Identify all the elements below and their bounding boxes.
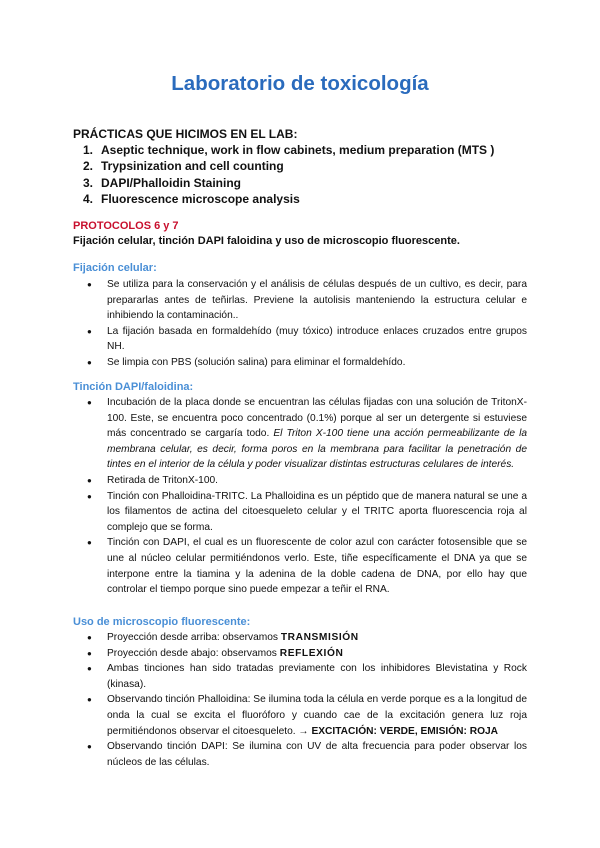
practica-text: Aseptic technique, work in flow cabinets, medium preparation (MTS ) <box>101 143 495 157</box>
microscopio-item <box>87 646 527 662</box>
microscopio-item-bold: EXCITACIÓN: VERDE, EMISIÓN: ROJA <box>311 725 499 737</box>
microscopio-item-text: Proyección desde abajo: observamos <box>107 647 280 659</box>
practica-number: 4. <box>82 191 93 206</box>
microscopio-item <box>87 692 527 739</box>
microscopio-item-text: Proyección desde arriba: observamos <box>107 632 281 643</box>
fijacion-item: ● Se limpia con PBS (solución salina) para eliminar el formaldehído. <box>87 355 527 371</box>
tincion-item: ● Tinción con Phalloidina-TRITC. La Phalloidina es un péptido que de manera natural se une a los filamentos de actina del citoesqueleto celular y el TRITC aporta fluorescencia roja al complejo que se forma. <box>87 489 527 536</box>
practica-text: DAPI/Phalloidin Staining <box>101 175 242 190</box>
microscopio-item: ● Observando tinción DAPI: Se ilumina con UV de alta frecuencia para poder observar los núcleos de las células. <box>87 739 527 770</box>
tincion-item-text: Incubación de la placa donde se encuentran las células fijadas con una solución de TritonX-100. Este, se encuentra poco concentrado (0.1%) porque al ser un detergente si estuviese más concentrado se cargaría todo. <box>107 397 527 440</box>
microscopio-item: ● Ambas tinciones han sido tratadas previamente con los inhibidores Blevistatina y Rock (kinasa). <box>87 661 527 692</box>
microscopio-item-bold: TRANSMISIÓN <box>280 632 359 643</box>
practica-number: 2. <box>82 159 93 174</box>
microscopio-item <box>87 630 527 646</box>
practica-text: Trypsinization and cell counting <box>101 159 284 174</box>
practicas-heading: PRÁCTICAS QUE HICIMOS EN EL LAB: <box>73 127 298 141</box>
tincion-list <box>87 395 527 598</box>
tincion-item <box>87 395 527 473</box>
practica-text: Fluorescence microscope analysis <box>101 191 300 206</box>
fijacion-list <box>87 277 527 371</box>
fijacion-heading: Fijación celular: <box>73 262 157 274</box>
practica-item <box>73 158 494 174</box>
fijacion-item: ● Se utiliza para la conservación y el análisis de células después de un cultivo, es decir, para prepararlas antes de teñirlas. Previene la autolisis manteniendo la estructura celular e inhibiendo la contaminación.. <box>87 277 527 324</box>
microscopio-item-text: Observando tinción Phalloidina: Se ilumina toda la célula en verde porque es a la longitud de onda la cual se excita el fluoróforo y cuando cae de la excitación genera luz roja permitiéndonos observar el citoesqueleto. → <box>107 694 527 737</box>
tincion-item-italic: El Triton X-100 tiene una acción permeabilizante de la membrana celular, es decir, forma poros en la membrana para facilitar la penetración de tintes en el interior de la célula y poder visualizar distintas estructuras celulares de interés. <box>107 428 528 471</box>
microscopio-list <box>87 630 527 770</box>
practica-item <box>73 175 494 191</box>
microscopio-item-bold: REFLEXIÓN <box>279 647 344 659</box>
tincion-heading: Tinción DAPI/faloidina: <box>73 381 194 393</box>
tincion-item: ● Retirada de TritonX-100. <box>87 473 527 489</box>
tincion-item: ● Tinción con DAPI, el cual es un fluorescente de color azul con carácter fotosensible que se une al núcleo celular permitiéndonos verlo. Este, tiñe específicamente el DNA ya que se interpone entre la tiamina y la adenina de la doble cadena de DNA, por ello hay que controlar el tiempo porque sino puede empezar a teñir el RNA. <box>87 535 527 597</box>
fijacion-item: ● La fijación basada en formaldehído (muy tóxico) introduce enlaces cruzados entre grupos NH. <box>87 324 527 355</box>
practica-number: 1. <box>82 143 93 157</box>
practica-item <box>73 191 494 207</box>
page-title: Laboratorio de toxicología <box>171 72 429 95</box>
practica-item <box>73 142 494 158</box>
microscopio-heading: Uso de microscopio fluorescente: <box>73 616 251 628</box>
protocolos-heading: PROTOCOLOS 6 y 7 <box>73 220 179 232</box>
protocolos-subtitle: Fijación celular, tinción DAPI faloidina y uso de microscopio fluorescente. <box>73 235 460 247</box>
practica-number: 3. <box>82 175 93 190</box>
practicas-list <box>73 142 494 207</box>
